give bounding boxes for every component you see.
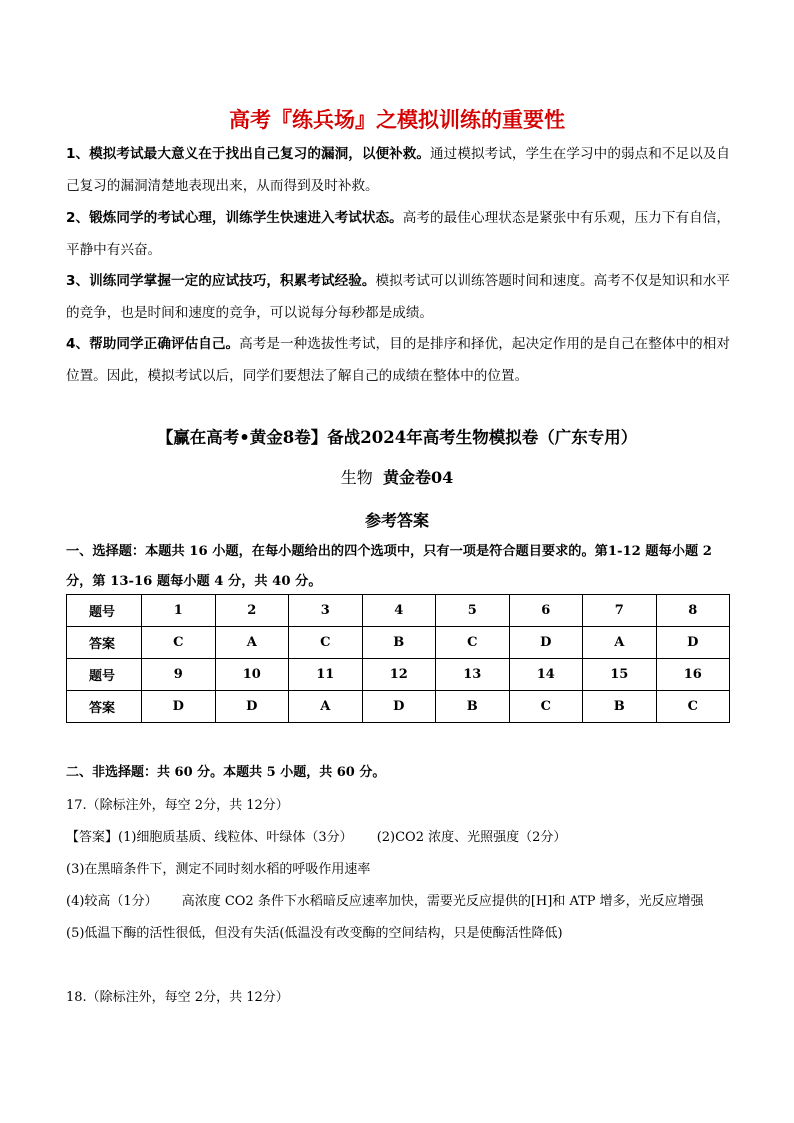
table-cell: A	[583, 627, 657, 659]
exam-title: 【赢在高考•黄金8卷】备战2024年高考生物模拟卷（广东专用）	[156, 428, 638, 447]
table-cell: D	[362, 691, 436, 723]
section1-instructions: 一、选择题：本题共 16 小题，在每小题给出的四个选项中，只有一项是符合题目要求的。第1-12 题每小题 2 分，第 13-16 题每小题 4 分，共 40 分。	[66, 544, 712, 589]
intro-paragraph-2-text: 高考的最佳心理状态是紧张中有乐观，压力下有自信，平静中有兴奋。	[66, 210, 730, 258]
table-row	[67, 627, 730, 659]
table-cell: C	[436, 627, 510, 659]
table-row	[67, 691, 730, 723]
volume-name: 黄金卷04	[382, 468, 454, 487]
intro-paragraph-1-bold: 1、模拟考试最大意义在于找出自己复习的漏洞，以便补救。	[66, 146, 431, 162]
table-cell: D	[215, 691, 289, 723]
table-cell: 4	[362, 595, 436, 627]
intro-paragraph-1-text: 通过模拟考试，学生在学习中的弱点和不足以及自己复习的漏洞清楚地表现出来，从而得到及时补救。	[66, 146, 730, 194]
table-cell: 15	[583, 659, 657, 691]
table-cell: 2	[215, 595, 289, 627]
q17-answer-3: (3)在黑暗条件下，测定不同时刻水稻的呼吸作用速率	[66, 862, 371, 877]
table-cell: B	[436, 691, 510, 723]
intro-paragraph-3-text: 模拟考试可以训练答题时间和速度。高考不仅是知识和水平的竞争，也是时间和速度的竞争，可以说每分每秒都是成绩。	[66, 273, 730, 321]
table-row	[67, 595, 730, 627]
q17-answer-2: (2)CO2 浓度、光照强度（2分）	[376, 830, 567, 845]
q17-answer-5: (5)低温下酶的活性很低，但没有失活(低温没有改变酶的空间结构，只是使酶活性降低)	[66, 926, 563, 941]
q17-answer-line-1	[66, 826, 746, 845]
q17-answer-1: 【答案】(1)细胞质基质、线粒体、叶绿体（3分）	[66, 830, 353, 845]
table-cell: A	[289, 691, 363, 723]
q17-answer-4b: 高浓度 CO2 条件下水稻暗反应速率加快，需要光反应提供的[H]和 ATP 增多，光反应增强	[181, 894, 704, 909]
table-cell: C	[142, 627, 216, 659]
answer-heading: 参考答案	[364, 511, 429, 530]
table-cell: 12	[362, 659, 436, 691]
row-label: 答案	[67, 627, 142, 659]
row-label: 答案	[67, 691, 142, 723]
table-cell: 14	[509, 659, 583, 691]
subject-line	[0, 465, 794, 488]
table-cell: 5	[436, 595, 510, 627]
table-cell: A	[215, 627, 289, 659]
answer-table	[66, 594, 730, 723]
q17-heading: 17.（除标注外，每空 2分，共 12分）	[66, 798, 289, 813]
table-cell: 6	[509, 595, 583, 627]
intro-paragraph-4-text: 高考是一种选拔性考试，目的是排序和择优，起决定作用的是自己在整体中的相对位置。因此，模拟考试以后，同学们要想法了解自己的成绩在整体中的位置。	[66, 336, 730, 384]
table-cell: 9	[142, 659, 216, 691]
table-cell: 8	[656, 595, 730, 627]
intro-paragraph-2	[66, 203, 730, 266]
subject-name: 生物	[340, 468, 373, 487]
row-label: 题号	[67, 659, 142, 691]
q17-answer-4a: (4)较高（1分）	[66, 894, 158, 909]
table-cell: 16	[656, 659, 730, 691]
intro-paragraph-3	[66, 266, 730, 329]
table-cell: 1	[142, 595, 216, 627]
table-cell: 10	[215, 659, 289, 691]
table-cell: B	[362, 627, 436, 659]
table-cell: D	[142, 691, 216, 723]
table-cell: 3	[289, 595, 363, 627]
intro-paragraph-4	[66, 329, 730, 392]
q17-answer-line-4	[66, 890, 746, 909]
table-cell: B	[583, 691, 657, 723]
table-cell: D	[656, 627, 730, 659]
q18-heading: 18.（除标注外，每空 2分，共 12分）	[66, 990, 289, 1005]
intro-paragraph-1	[66, 139, 730, 202]
intro-title: 高考『练兵场』之模拟训练的重要性	[229, 108, 565, 132]
section2-instructions: 二、非选择题：共 60 分。本题共 5 小题，共 60 分。	[66, 765, 386, 780]
table-cell: C	[656, 691, 730, 723]
table-cell: C	[289, 627, 363, 659]
row-label: 题号	[67, 595, 142, 627]
table-row	[67, 659, 730, 691]
intro-paragraph-4-bold: 4、帮助同学正确评估自己。	[66, 336, 240, 352]
table-cell: C	[509, 691, 583, 723]
table-cell: D	[509, 627, 583, 659]
table-cell: 11	[289, 659, 363, 691]
intro-paragraph-3-bold: 3、训练同学掌握一定的应试技巧，积累考试经验。	[66, 273, 376, 289]
table-cell: 13	[436, 659, 510, 691]
table-cell: 7	[583, 595, 657, 627]
intro-paragraph-2-bold: 2、锻炼同学的考试心理，训练学生快速进入考试状态。	[66, 210, 403, 226]
